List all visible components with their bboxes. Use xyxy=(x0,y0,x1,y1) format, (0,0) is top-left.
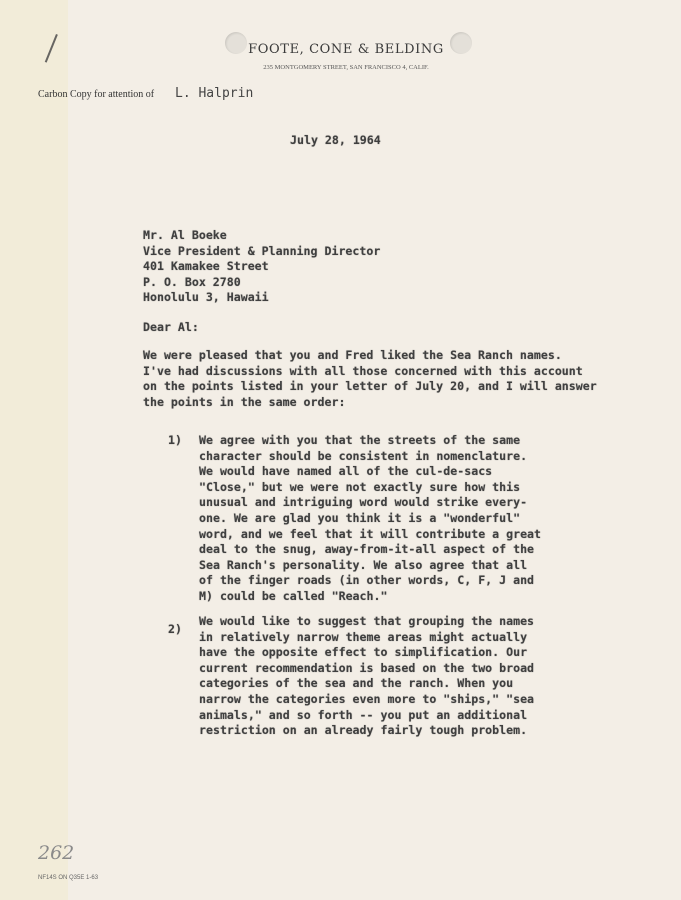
recipient-line: P. O. Box 2780 xyxy=(143,274,241,289)
item-line: restriction on an already fairly tough problem. xyxy=(199,723,528,738)
item-line: character should be consistent in nomenclature. xyxy=(199,448,528,463)
recipient-line: Vice President & Planning Director xyxy=(143,243,381,258)
item-line: current recommendation is based on the two broad xyxy=(199,660,535,675)
item-line: "Close," but we were not exactly sure how this xyxy=(199,479,521,494)
intro-line: the points in the same order: xyxy=(143,394,346,409)
item-line: We would have named all of the cul-de-sacs xyxy=(199,464,493,479)
item-line: categories of the sea and the ranch. When you xyxy=(199,676,514,691)
recipient-line: Honolulu 3, Hawaii xyxy=(143,290,269,305)
item-line: M) could be called "Reach." xyxy=(199,588,388,603)
item-line: narrow the categories even more to "ships," "sea xyxy=(199,691,535,706)
item-line: unusual and intriguing word would strike every- xyxy=(199,495,528,510)
item-line: animals," and so forth -- you put an additional xyxy=(199,707,528,722)
item-line: have the opposite effect to simplification. Our xyxy=(199,645,528,660)
intro-line: We were pleased that you and Fred liked the Sea Ranch names. xyxy=(143,348,562,362)
item-1-paragraph xyxy=(199,433,541,605)
item-line: of the finger roads (in other words, C, F, J and xyxy=(199,573,535,588)
carbon-paper-strip xyxy=(0,0,68,900)
item-2-paragraph xyxy=(199,614,534,739)
handwritten-page-number: 262 xyxy=(38,842,75,864)
letterhead-address: 235 MONTGOMERY STREET, SAN FRANCISCO 4, CALIF. xyxy=(263,64,429,71)
intro-paragraph xyxy=(143,348,597,410)
letter-date: July 28, 1964 xyxy=(290,133,381,147)
item-number: 2) xyxy=(168,622,182,636)
recipient-address xyxy=(143,228,380,306)
salutation: Dear Al: xyxy=(143,320,199,334)
item-number: 1) xyxy=(168,433,182,447)
form-code: NF14S ON Q35E 1-63 xyxy=(38,875,99,881)
item-line: one. We are glad you think it is a "wonderful" xyxy=(199,510,521,525)
carbon-copy-label: Carbon Copy for attention of xyxy=(38,89,155,100)
item-line: Sea Ranch's personality. We also agree that all xyxy=(199,557,528,572)
intro-line: I've had discussions with all those concerned with this account xyxy=(143,363,583,378)
recipient-line: 401 Kamakee Street xyxy=(143,259,269,274)
carbon-copy-name: L. Halprin xyxy=(175,86,254,101)
item-line: We would like to suggest that grouping the names xyxy=(199,614,535,628)
recipient-line: Mr. Al Boeke xyxy=(143,228,227,242)
item-line: word, and we feel that it will contribute a great xyxy=(199,526,542,541)
item-line: deal to the snug, away-from-it-all aspect of the xyxy=(199,542,535,557)
item-line: in relatively narrow theme areas might actually xyxy=(199,629,528,644)
intro-line: on the points listed in your letter of July 20, and I will answer xyxy=(143,379,597,394)
letterhead-firm-name: FOOTE, CONE & BELDING xyxy=(248,42,444,57)
item-line: We agree with you that the streets of the same xyxy=(199,433,521,447)
